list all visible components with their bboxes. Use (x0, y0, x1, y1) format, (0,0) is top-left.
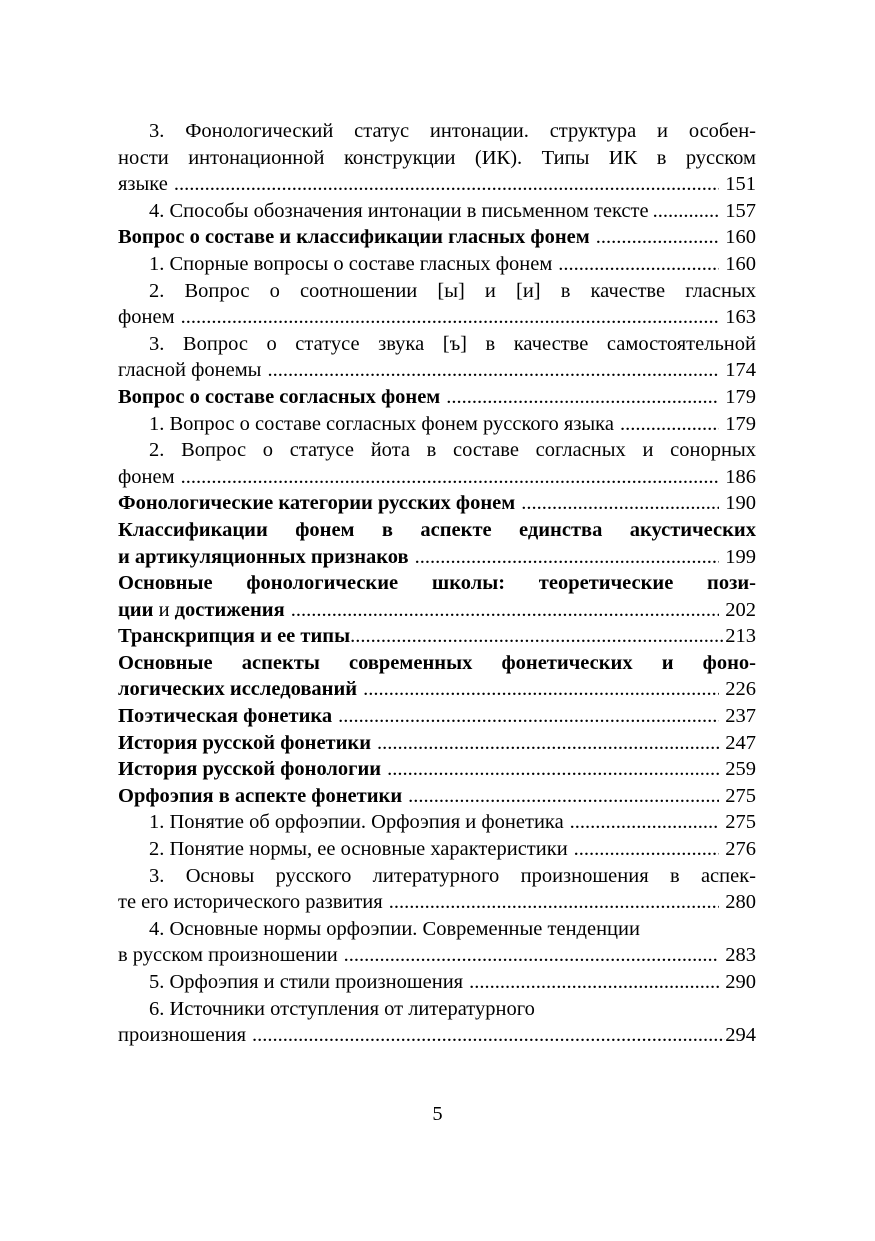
toc-section-title: Поэтическая фонетика (118, 705, 333, 728)
toc-page-number: 226 (725, 678, 756, 701)
toc-entry[interactable] (118, 836, 756, 863)
toc-entry-text: 3. Основы русского литературного произношения в аспек- (149, 864, 756, 887)
dot-leader (570, 809, 720, 836)
toc-entry-text: 2. Вопрос о соотношении [ы] и [и] в качестве гласных (149, 279, 756, 302)
dot-leader (446, 384, 719, 411)
toc-entry-text: 1. Спорные вопросы о составе гласных фонем (149, 252, 553, 275)
page-number: 5 (432, 1103, 443, 1125)
toc-section-title: и артикуляционных признаков (118, 545, 409, 568)
toc-entry[interactable] (118, 384, 756, 411)
toc-entry[interactable] (118, 544, 756, 571)
toc-entry-text: произношения (118, 1024, 247, 1047)
toc-entry-text: гласной фонемы (118, 359, 262, 382)
toc-page-number: 280 (725, 891, 756, 914)
toc-page-number: 179 (725, 412, 756, 435)
toc-entry[interactable] (118, 251, 756, 278)
toc-entry[interactable] (118, 730, 756, 757)
dot-leader (596, 224, 720, 251)
dot-leader (363, 676, 719, 703)
toc-page-number: 160 (725, 226, 756, 249)
toc-page-number: 247 (725, 731, 756, 754)
toc-entry-text: фонем (118, 465, 175, 488)
dot-leader (558, 251, 719, 278)
toc-page-number: 157 (725, 199, 756, 222)
toc-entry[interactable] (118, 756, 756, 783)
toc-entry-text: 5. Орфоэпия и стили произношения (149, 971, 464, 993)
dot-leader (181, 464, 720, 491)
toc-entry-text: 3. Фонологический статус интонации. структура и особен- (149, 120, 756, 142)
toc-entry-text: языке (118, 173, 168, 196)
toc-entry[interactable] (118, 171, 756, 198)
toc-page-number: 174 (725, 359, 756, 382)
toc-entry[interactable] (118, 703, 756, 730)
toc-entry-text: в русском произношении (118, 944, 338, 967)
toc-section-title: Транскрипция и ее типы (118, 625, 351, 648)
toc-section-title: Основные аспекты современных фонетических и фоно- (118, 651, 756, 674)
toc-entry[interactable] (118, 304, 756, 331)
toc-section-title: История русской фонетики (118, 731, 372, 754)
toc-entry-text: 2. Вопрос о статусе йота в составе согласных и сонорных (149, 439, 756, 462)
toc-entry[interactable] (118, 809, 756, 836)
toc-entry-text: ности интонационной конструкции (ИК). Типы ИК в русском (118, 146, 756, 169)
toc-entry[interactable] (118, 224, 756, 251)
toc-section-title: ции (118, 598, 154, 621)
dot-leader (291, 597, 720, 624)
toc-page-number: 202 (725, 598, 756, 621)
toc-entry[interactable] (118, 969, 756, 996)
toc-entry[interactable] (118, 357, 756, 384)
toc-entry[interactable] (118, 411, 756, 438)
toc-entry[interactable] (118, 783, 756, 810)
dot-leader (469, 969, 719, 996)
toc-entry[interactable] (118, 676, 756, 703)
toc-page-number: 276 (725, 838, 756, 861)
dot-leader (408, 783, 719, 810)
toc-page-number: 151 (725, 173, 756, 196)
toc-entry-text: 4. Основные нормы орфоэпии. Современные тенденции (149, 917, 640, 940)
toc-entry[interactable] (118, 623, 756, 650)
toc-conjunction: и (158, 598, 170, 621)
toc-entry[interactable] (118, 1022, 756, 1049)
dot-leader (387, 756, 719, 783)
toc-page-number: 259 (725, 758, 756, 781)
dot-leader (377, 730, 719, 757)
dot-leader (344, 942, 720, 969)
toc-entry[interactable] (118, 198, 756, 225)
toc-page-number: 275 (725, 811, 756, 834)
dot-leader (252, 1022, 725, 1049)
table-of-contents (118, 118, 756, 1049)
toc-page-number: 275 (725, 784, 756, 807)
dot-leader (350, 623, 725, 650)
toc-section-title: Вопрос о составе согласных фонем (118, 385, 441, 408)
toc-entry-text: 1. Вопрос о составе согласных фонем русского языка (149, 412, 614, 435)
toc-entry-text: 2. Понятие нормы, ее основные характеристики (149, 838, 568, 861)
dot-leader (389, 889, 720, 916)
dot-leader (574, 836, 720, 863)
dot-leader (653, 198, 720, 225)
toc-entry[interactable] (118, 889, 756, 916)
toc-entry-text: 6. Источники отступления от литературного (149, 997, 535, 1020)
toc-page-number: 190 (725, 492, 756, 515)
dot-leader (267, 357, 719, 384)
dot-leader (521, 490, 719, 517)
toc-page-number: 199 (725, 545, 756, 568)
toc-section-title: Фонологические категории русских фонем (118, 492, 516, 515)
toc-page-number: 160 (725, 252, 756, 275)
dot-leader (181, 304, 720, 331)
toc-entry[interactable] (118, 942, 756, 969)
toc-section-title: История русской фонологии (118, 758, 382, 781)
dot-leader (174, 171, 719, 198)
dot-leader (620, 411, 719, 438)
toc-entry-text: 4. Способы обозначения интонации в письменном тексте (149, 199, 649, 222)
toc-page-number: 237 (725, 705, 756, 728)
toc-page-number: 294 (725, 1024, 756, 1047)
dot-leader (415, 544, 720, 571)
toc-page-number: 163 (725, 306, 756, 329)
toc-entry[interactable] (118, 490, 756, 517)
toc-section-title: Основные фонологические школы: теоретические пози- (118, 572, 756, 595)
toc-page-number: 213 (725, 625, 756, 648)
dot-leader (338, 703, 719, 730)
toc-page-number: 186 (725, 465, 756, 488)
toc-section-title: Вопрос о составе и классификации гласных фонем (118, 226, 590, 249)
toc-entry[interactable] (118, 597, 756, 624)
toc-entry-text: те его исторического развития (118, 891, 383, 914)
toc-entry-text: 1. Понятие об орфоэпии. Орфоэпия и фонетика (149, 811, 564, 834)
toc-page-number: 290 (725, 971, 756, 993)
toc-section-title: Орфоэпия в аспекте фонетики (118, 784, 403, 807)
toc-page-number: 179 (725, 385, 756, 408)
toc-section-title: достижения (174, 598, 285, 621)
toc-entry-text: 3. Вопрос о статусе звука [ъ] в качестве самостоятельной (149, 332, 756, 355)
toc-page-number: 283 (725, 944, 756, 967)
toc-entry-text: фонем (118, 306, 175, 329)
toc-section-title: Классификации фонем в аспекте единства акустических (118, 518, 756, 541)
toc-section-title: логических исследований (118, 678, 358, 701)
toc-entry[interactable] (118, 464, 756, 491)
